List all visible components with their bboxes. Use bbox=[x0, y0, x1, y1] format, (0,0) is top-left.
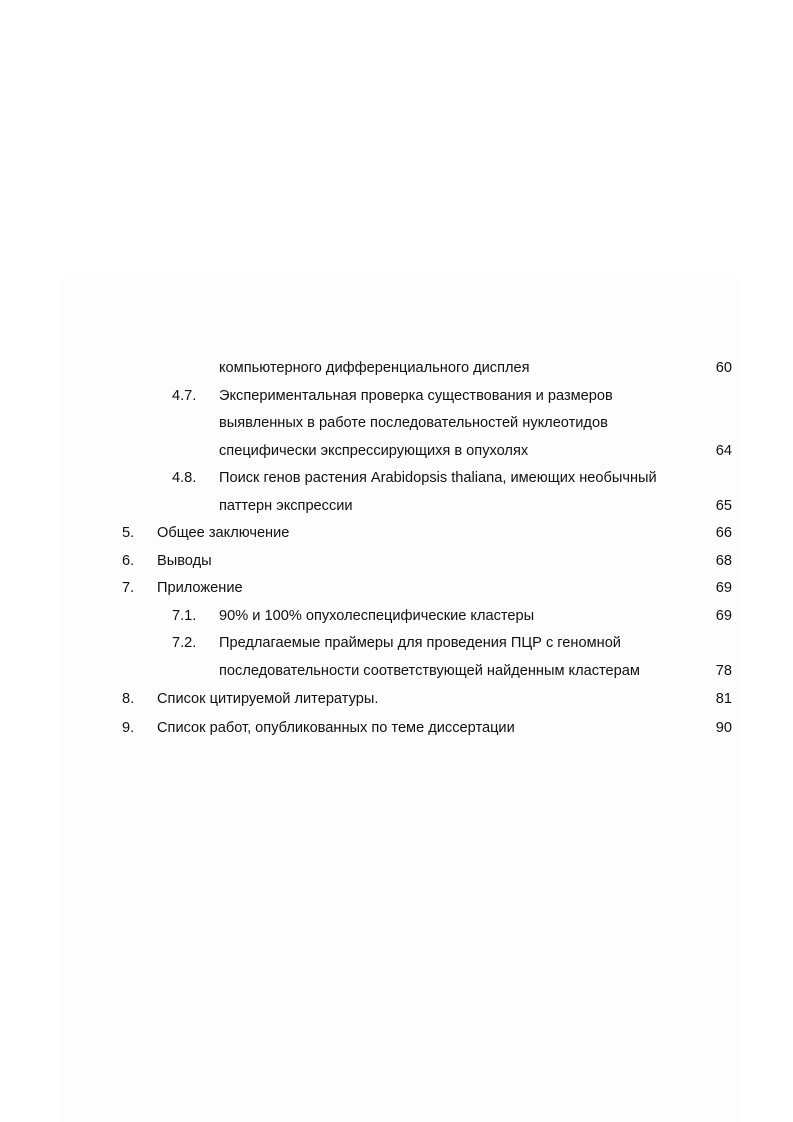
toc-section-number: 4.8. bbox=[172, 470, 197, 486]
toc-entry-text: специфически экспрессирующихя в опухолях bbox=[219, 443, 529, 459]
toc-entry-text: Экспериментальная проверка существования и размеров bbox=[219, 388, 613, 404]
toc-line bbox=[0, 382, 793, 410]
toc-entry-text: Приложение bbox=[157, 580, 243, 596]
toc-entry-text: Предлагаемые праймеры для проведения ПЦР с геномной bbox=[219, 635, 621, 651]
toc-entry-text: Список работ, опубликованных по теме диссертации bbox=[157, 720, 515, 736]
toc-line bbox=[0, 437, 793, 465]
toc-section-number: 8. bbox=[122, 691, 135, 707]
toc-page-number: 68 bbox=[715, 553, 732, 569]
toc-entry-text: Поиск генов растения Arabidopsis thaliana, имеющих необычный bbox=[219, 470, 657, 486]
toc-section-number: 7.2. bbox=[172, 635, 197, 651]
toc-page-number: 64 bbox=[715, 443, 732, 459]
toc-entry-text: последовательности соответствующей найденным кластерам bbox=[219, 663, 640, 679]
toc-section-number: 5. bbox=[122, 525, 135, 541]
toc-section-number: 7. bbox=[122, 580, 135, 596]
toc-page-number: 90 bbox=[715, 720, 732, 736]
toc-line bbox=[0, 354, 793, 382]
toc-section-number: 7.1. bbox=[172, 608, 197, 624]
toc-line bbox=[0, 519, 793, 547]
toc-page-number: 66 bbox=[715, 525, 732, 541]
toc-line bbox=[0, 714, 793, 742]
toc-line bbox=[0, 409, 793, 437]
toc-entry-text: Общее заключение bbox=[157, 525, 290, 541]
toc-entry-text: паттерн экспрессии bbox=[219, 498, 353, 514]
toc-section-number: 6. bbox=[122, 553, 135, 569]
toc-page-number: 78 bbox=[715, 663, 732, 679]
toc-entry-text: Выводы bbox=[157, 553, 212, 569]
toc-page-number: 65 bbox=[715, 498, 732, 514]
toc-entry-text: 90% и 100% опухолеспецифические кластеры bbox=[219, 608, 535, 624]
toc-section-number: 9. bbox=[122, 720, 135, 736]
toc-line bbox=[0, 464, 793, 492]
toc-line bbox=[0, 547, 793, 575]
toc-page-number: 81 bbox=[715, 691, 732, 707]
toc-line bbox=[0, 602, 793, 630]
toc-entry-text: выявленных в работе последовательностей нуклеотидов bbox=[219, 415, 608, 431]
toc-page-number: 69 bbox=[715, 608, 732, 624]
toc-line bbox=[0, 629, 793, 657]
toc-page-number: 69 bbox=[715, 580, 732, 596]
toc-line bbox=[0, 657, 793, 685]
toc-section-number: 4.7. bbox=[172, 388, 197, 404]
toc-line bbox=[0, 492, 793, 520]
toc-entry-text: Список цитируемой литературы. bbox=[157, 691, 379, 707]
toc-line bbox=[0, 574, 793, 602]
toc-page-number: 60 bbox=[715, 360, 732, 376]
toc-entry-text: компьютерного дифференциального дисплея bbox=[219, 360, 530, 376]
toc-line bbox=[0, 685, 793, 713]
